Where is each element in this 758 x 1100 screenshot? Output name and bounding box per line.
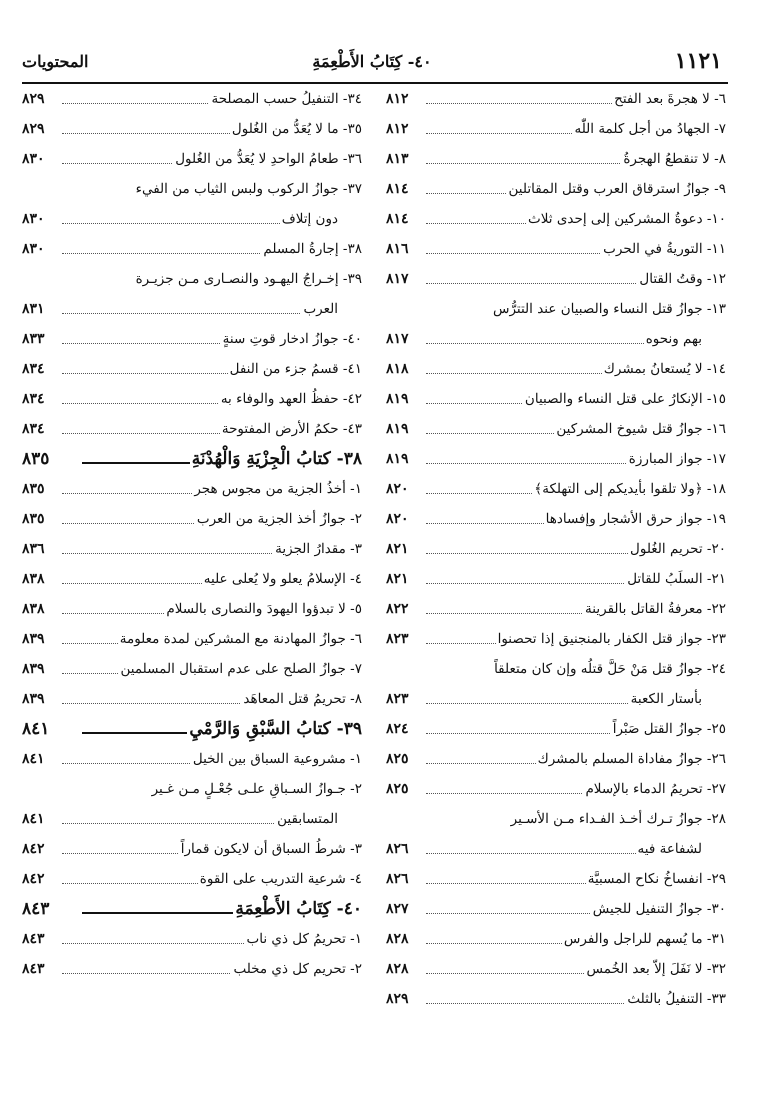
toc-entry-title: ٦- جوازُ المهادنة مع المشركين لمدة معلومة: [118, 624, 362, 654]
toc-entry-title: ٧- الجهادُ من أجل كلمة اللّٰه: [572, 114, 726, 144]
toc-entry-page: ٨٢٣: [386, 624, 411, 654]
toc-entry-page: ٨٤٢: [22, 864, 47, 894]
toc-entry-title: لشفاعة فيه: [636, 834, 726, 864]
toc-entry: [22, 384, 362, 414]
toc-entry: [386, 684, 726, 714]
toc-entry-title: ١٢- وقتُ القتال: [637, 264, 726, 294]
toc-entry-title: ٣٩- كتابُ السَّبْقِ وَالرَّمْيِ: [187, 714, 362, 744]
toc-entry: [386, 744, 726, 774]
toc-entry-page: ٨٣٦: [22, 534, 47, 564]
toc-entry: [386, 564, 726, 594]
toc-entry-title: ١- مشروعية السباق بين الخيل: [191, 744, 362, 774]
toc-entry-page: ٨٤١: [22, 804, 47, 834]
toc-entry: [386, 654, 726, 684]
toc-entry: [386, 774, 726, 804]
toc-entry-title: العرب: [301, 294, 362, 324]
toc-entry: [386, 984, 726, 1014]
toc-entry-title: ٩- جوازُ استرقاق العرب وقتل المقاتلين: [507, 174, 727, 204]
toc-entry-page: ٨٢٨: [386, 954, 411, 984]
toc-entry-title: ٧- جوازُ الصلح على عدم استقبال المسلمين: [119, 654, 363, 684]
toc-entry-title: ٢٢- معرفةُ القاتل بالقرينة: [583, 594, 726, 624]
toc-entry: [386, 834, 726, 864]
toc-entry-title: ٢٥- جوازُ القتل صَبْراً: [611, 714, 726, 744]
toc-entry: [22, 744, 362, 774]
toc-entry-title: دون إتلاف: [280, 204, 362, 234]
toc-entry-page: ٨٣٠: [22, 204, 47, 234]
toc-entry-page: ٨٣٩: [22, 684, 47, 714]
toc-entry-title: ٣٨- إجارةُ المسلم: [261, 234, 362, 264]
toc-entry-page: ٨٣٩: [22, 624, 47, 654]
toc-entry: [22, 414, 362, 444]
toc-entry: [386, 234, 726, 264]
toc-entry-title: ٤٣- حكمُ الأرض المفتوحة: [220, 414, 362, 444]
toc-entry: [386, 324, 726, 354]
toc-entry: [22, 534, 362, 564]
toc-entry: [22, 144, 362, 174]
toc-entry-title: المتسابقين: [275, 804, 362, 834]
toc-entry: [386, 114, 726, 144]
toc-entry-page: ٨١٦: [386, 234, 411, 264]
toc-entry: [386, 414, 726, 444]
toc-entry: [386, 474, 726, 504]
toc-entry-title: ٤- شرعية التدريب على القوة: [198, 864, 362, 894]
toc-entry-title: ٣٩- إخـراجُ اليهـود والنصـارى مـن جزيـرة: [134, 264, 362, 294]
toc-entry-page: ٨٣٨: [22, 564, 47, 594]
toc-entry-title: ١٤- لا يُستعانُ بمشرك: [602, 354, 726, 384]
toc-entry-title: ١٧- جواز المبارزة: [627, 444, 726, 474]
toc-entry: [22, 564, 362, 594]
toc-entry: [22, 804, 362, 834]
section-title: المحتويات: [22, 52, 89, 71]
page-number: ١١٢١: [674, 48, 722, 74]
toc-entry-title: بهم ونحوه: [644, 324, 726, 354]
toc-entry-title: ١١- التوريةُ في الحرب: [601, 234, 726, 264]
toc-entry-page: ٨٣٤: [22, 414, 47, 444]
toc-entry: [22, 84, 362, 114]
toc-entry: [22, 924, 362, 954]
toc-entry-page: ٨٤١: [22, 744, 47, 774]
toc-entry: [386, 534, 726, 564]
toc-entry-page: ٨١٢: [386, 84, 411, 114]
toc-entry-title: ٢- جوازُ أخذ الجزية من العرب: [195, 504, 362, 534]
toc-entry: [386, 924, 726, 954]
toc-entry-page: ٨٤٢: [22, 834, 47, 864]
toc-entry-page: ٨٢١: [386, 564, 411, 594]
toc-entry-page: ٨٣٩: [22, 654, 47, 684]
toc-chapter-heading: [22, 444, 362, 474]
toc-entry-title: ٣٨- كتابُ الْجِزْيَةِ وَالْهُدْنَةِ: [190, 444, 362, 474]
toc-entry-title: ١- تحريمُ كل ذي ناب: [245, 924, 362, 954]
toc-entry-page: ٨٢٨: [386, 924, 411, 954]
toc-entry: [22, 624, 362, 654]
toc-entry-page: ٨٣٥: [22, 474, 47, 504]
toc-entry-page: ٨٢٠: [386, 474, 411, 504]
toc-entry-title: ٣٣- التنفيلُ بالثلث: [625, 984, 726, 1014]
toc-entry-title: ٤- الإسلامُ يعلو ولا يُعلى عليه: [202, 564, 362, 594]
toc-entry-title: ٨- تحريمُ قتل المعاهَد: [241, 684, 362, 714]
toc-entry-page: ٨٣٠: [22, 234, 47, 264]
toc-entry-title: ٣- شرطُ السباق أن لايكون قماراً: [179, 834, 362, 864]
toc-entry: [386, 174, 726, 204]
toc-entry-page: ٨٢١: [386, 534, 411, 564]
toc-entry-page: ٨٣٠: [22, 144, 47, 174]
toc-entry-title: ١٦- جوازُ قتل شيوخ المشركين: [554, 414, 726, 444]
toc-entry-title: ١٨- ﴿ولا تلقوا بأيديكم إلى التهلكة﴾: [532, 474, 726, 504]
page-header: [22, 44, 722, 84]
toc-entry-title: ٢٦- جوازُ مفاداة المسلم بالمشرك: [536, 744, 726, 774]
toc-entry: [22, 504, 362, 534]
toc-entry: [386, 444, 726, 474]
toc-entry-title: ٥- لا تبدؤوا اليهودَ والنصارى بالسلام: [164, 594, 362, 624]
toc-entry-title: ٣٦- طعامُ الواحدِ لا يُعَدُّ من الغُلول: [173, 144, 362, 174]
toc-entry-page: ٨١٤: [386, 174, 411, 204]
toc-entry-page: ٨٤٣: [22, 954, 47, 984]
toc-entry-title: ٣٧- جوازُ الركوب ولبس الثياب من الفيء: [134, 174, 362, 204]
toc-entry: [386, 954, 726, 984]
toc-entry: [386, 354, 726, 384]
toc-entry-title: ٢٣- جواز قتل الكفار بالمنجنيق إذا تحصنوا: [496, 624, 726, 654]
toc-entry-title: ٦- لا هجرةَ بعد الفتح: [612, 84, 726, 114]
toc-entry-page: ٨١٩: [386, 384, 411, 414]
toc-entry-page: ٨٢٩: [22, 114, 47, 144]
toc-entry-title: ٢- تحريم كل ذي مخلب: [231, 954, 362, 984]
toc-column-right: [386, 84, 726, 1014]
toc-chapter-heading: [22, 714, 362, 744]
toc-entry: [22, 354, 362, 384]
toc-entry: [386, 294, 726, 324]
toc-entry: [386, 504, 726, 534]
running-title: ٤٠- كِتَابُ الأَطْعِمَةِ: [312, 52, 432, 71]
toc-entry-page: ٨٣٨: [22, 594, 47, 624]
toc-entry-page: ٨٢٩: [386, 984, 411, 1014]
toc-entry-title: ٣٥- ما لا يُعَدُّ من الغُلول: [230, 114, 362, 144]
toc-entry: [386, 144, 726, 174]
toc-entry-page: ٨٤١: [22, 714, 51, 744]
toc-entry-title: ٢١- السلَبُ للقاتل: [625, 564, 726, 594]
toc-entry-page: ٨٤٣: [22, 894, 51, 924]
toc-entry-page: ٨١٣: [386, 144, 411, 174]
toc-entry-title: ٢٤- جوازُ قتل مَنْ حَلَّ قتلُه وإن كان متعلقاً: [492, 654, 726, 684]
toc-entry: [386, 204, 726, 234]
toc-entry-page: ٨١٢: [386, 114, 411, 144]
toc-entry-page: ٨١٩: [386, 444, 411, 474]
toc-entry: [22, 594, 362, 624]
toc-entry: [386, 714, 726, 744]
toc-entry-title: ٣٢- لا نَفَلَ إلاّ بعد الخُمس: [585, 954, 726, 984]
toc-entry: [22, 954, 362, 984]
toc-entry-title: ٢٩- انفساخُ نكاح المسبيَّة: [586, 864, 726, 894]
toc-entry-page: ٨٢٥: [386, 774, 411, 804]
toc-entry-page: ٨٣٤: [22, 354, 47, 384]
toc-entry: [386, 864, 726, 894]
toc-entry-page: ٨٣٥: [22, 504, 47, 534]
toc-entry-page: ٨١٧: [386, 264, 411, 294]
toc-entry-title: ٣٤- التنفيلُ حسب المصلحة: [209, 84, 362, 114]
toc-entry: [22, 474, 362, 504]
toc-column-left: [22, 84, 362, 984]
toc-entry-page: ٨٢٤: [386, 714, 411, 744]
toc-entry-title: ٤٢- حفظُ العهد والوفاء به: [219, 384, 362, 414]
toc-entry: [386, 594, 726, 624]
toc-entry: [22, 174, 362, 204]
toc-entry-title: ٢٨- جوازُ تـرك أخـذ الفـداء مـن الأسـير: [509, 804, 726, 834]
toc-entry-title: ٣- مقدارُ الجزية: [273, 534, 362, 564]
toc-entry-page: ٨٣٤: [22, 384, 47, 414]
toc-entry-title: بأستار الكعبة: [629, 684, 726, 714]
toc-entry-title: ١٣- جوازُ قتل النساء والصبيان عند التترُّس: [491, 294, 726, 324]
toc-entry: [386, 264, 726, 294]
toc-chapter-heading: [22, 894, 362, 924]
toc-entry: [386, 624, 726, 654]
toc-entry-page: ٨٢٢: [386, 594, 411, 624]
toc-entry-title: ٢٠- تحريم الغُلول: [628, 534, 726, 564]
toc-entry-title: ١٩- جواز حرق الأشجار وإفسادها: [544, 504, 726, 534]
toc-entry-page: ٨٣٣: [22, 324, 47, 354]
toc-entry-page: ٨٣٥: [22, 444, 51, 474]
toc-entry-title: ٢- جـوازُ السـباقِ علـى جُعْـلٍ مـن غـير: [150, 774, 362, 804]
toc-entry: [22, 204, 362, 234]
toc-entry: [22, 864, 362, 894]
toc-entry-page: ٨٢٦: [386, 864, 411, 894]
toc-entry-title: ١٥- الإنكارُ على قتل النساء والصبيان: [523, 384, 726, 414]
toc-entry-title: ٤٠- كِتَابُ الأَطْعِمَةِ: [233, 894, 362, 924]
toc-entry-title: ٣١- ما يُسهم للراجل والفرس: [562, 924, 726, 954]
toc-entry-page: ٨١٩: [386, 414, 411, 444]
toc-entry: [22, 264, 362, 294]
toc-entry: [22, 684, 362, 714]
toc-entry: [22, 834, 362, 864]
toc-entry-page: ٨٤٣: [22, 924, 47, 954]
toc-entry-page: ٨١٧: [386, 324, 411, 354]
toc-entry: [22, 324, 362, 354]
toc-entry-title: ١٠- دعوةُ المشركين إلى إحدى ثلاث: [526, 204, 726, 234]
toc-entry: [22, 654, 362, 684]
toc-entry-page: ٨٢٥: [386, 744, 411, 774]
toc-entry: [22, 234, 362, 264]
toc-entry-title: ٤٠- جوازُ ادخار قوتِ سنةٍ: [221, 324, 362, 354]
toc-entry: [22, 294, 362, 324]
toc-entry-title: ٢٧- تحريمُ الدماء بالإسلام: [583, 774, 726, 804]
toc-entry: [386, 84, 726, 114]
toc-entry-title: ٤١- قسمُ جزء من النفل: [228, 354, 362, 384]
toc-entry-page: ٨٢٩: [22, 84, 47, 114]
toc-entry: [22, 774, 362, 804]
toc-entry: [386, 894, 726, 924]
toc-entry-title: ٨- لا تنقطعُ الهجرةُ: [621, 144, 726, 174]
toc-entry: [22, 114, 362, 144]
toc-entry: [386, 384, 726, 414]
toc-entry-page: ٨١٤: [386, 204, 411, 234]
toc-entry-page: ٨٢٧: [386, 894, 411, 924]
toc-entry-page: ٨٢٣: [386, 684, 411, 714]
toc-entry-page: ٨٢٦: [386, 834, 411, 864]
toc-entry-page: ٨٣١: [22, 294, 47, 324]
toc-entry: [386, 804, 726, 834]
toc-entry-title: ١- أخذُ الجزية من مجوس هجر: [192, 474, 362, 504]
toc-entry-title: ٣٠- جوازُ التنفيل للجيش: [591, 894, 726, 924]
toc-entry-page: ٨٢٠: [386, 504, 411, 534]
toc-entry-page: ٨١٨: [386, 354, 411, 384]
